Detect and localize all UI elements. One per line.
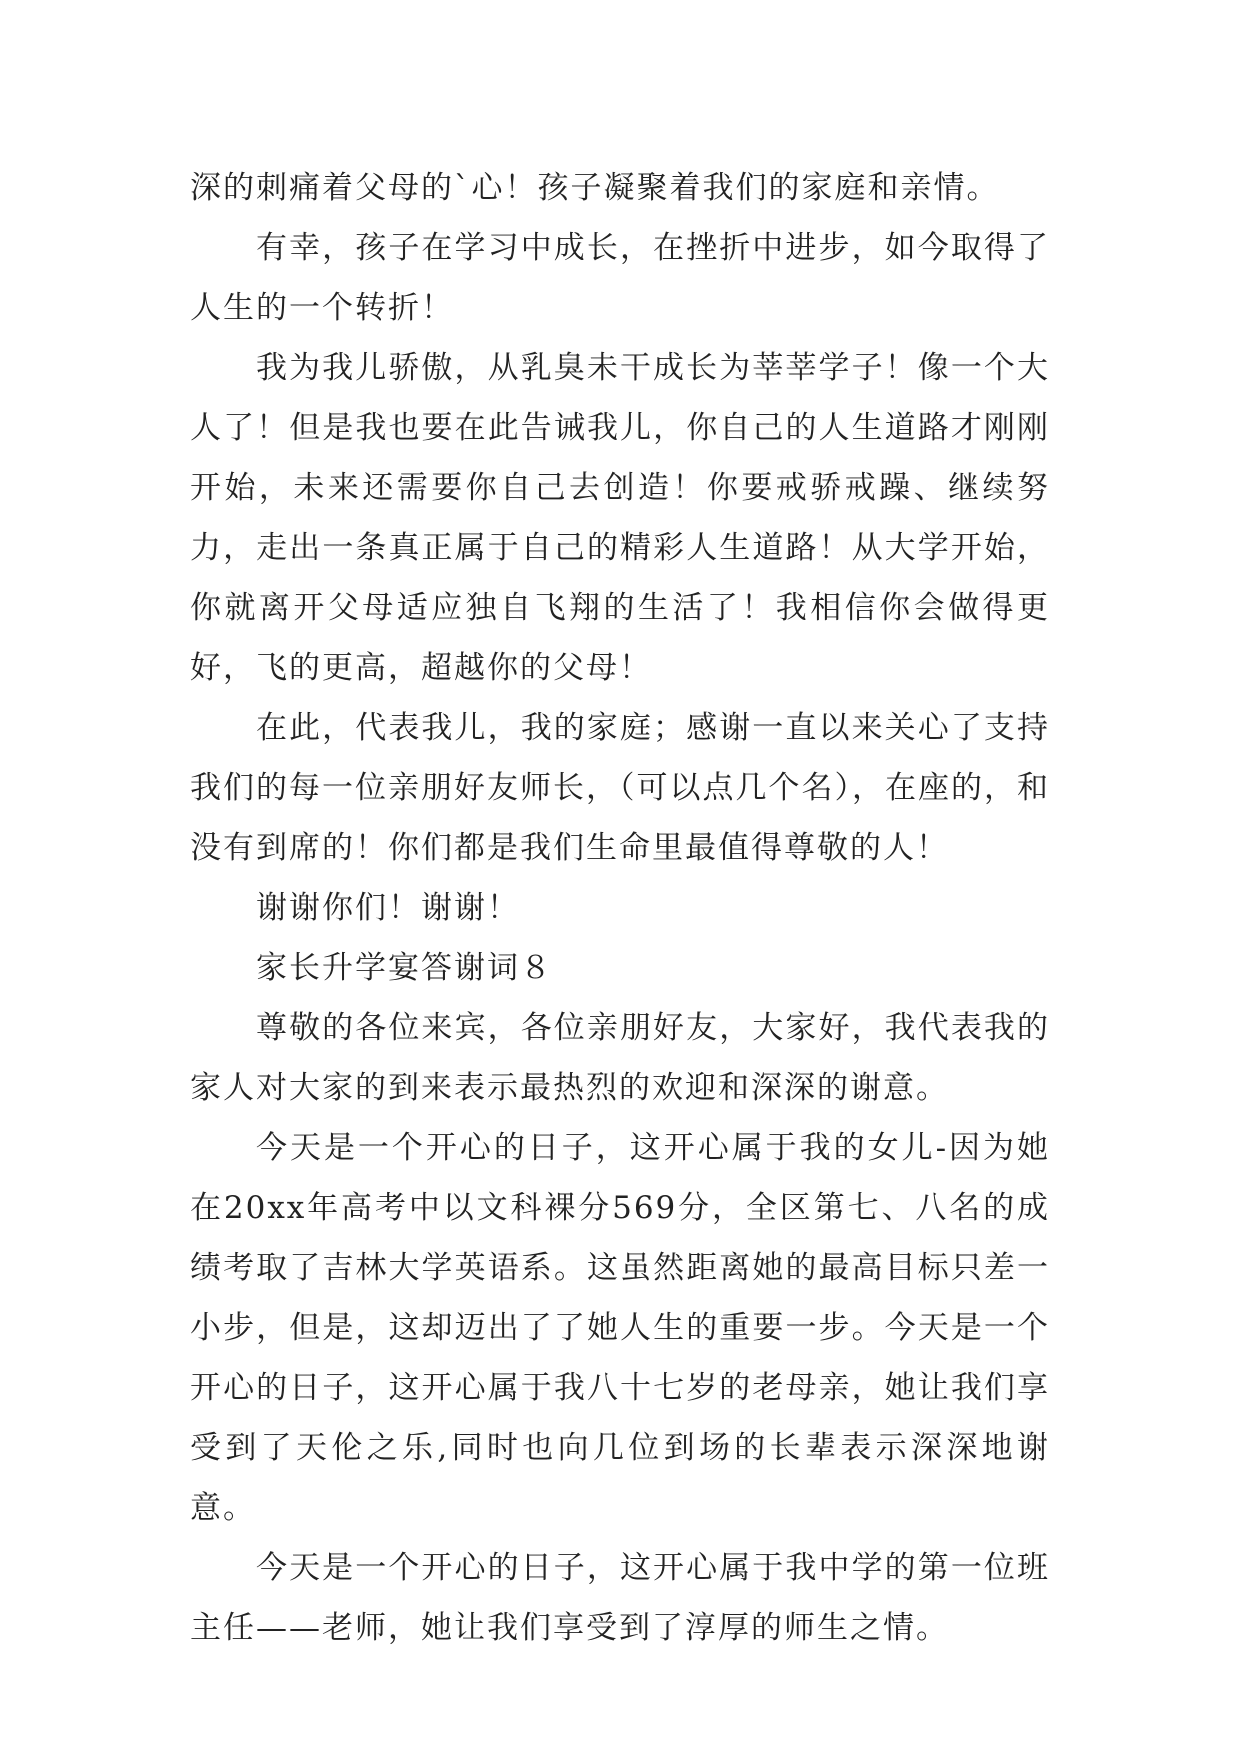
paragraph-thanks: 谢谢你们！谢谢！ (256, 890, 520, 926)
paragraph-continued: 深的刺痛着父母的`心！孩子凝聚着我们的家庭和亲情。 (190, 170, 1000, 206)
paragraph: 在此，代表我儿，我的家庭；感谢一直以来关心了支持我们的每一位亲朋好友师长，（可以点几个名），在座的，和没有到席的！你们都是我们生命里最值得尊敬的人！ (190, 710, 1050, 866)
paragraph: 有幸，孩子在学习中成长，在挫折中进步，如今取得了人生的一个转折！ (190, 230, 1050, 326)
paragraph: 尊敬的各位来宾，各位亲朋好友，大家好，我代表我的家人对大家的到来表示最热烈的欢迎和深深的谢意。 (190, 1010, 1050, 1106)
paragraph: 今天是一个开心的日子，这开心属于我的女儿-因为她在20xx年高考中以文科裸分569分，全区第七、八名的成绩考取了吉林大学英语系。这虽然距离她的最高目标只差一小步，但是，这却迈出了了她人生的重要一步。今天是一个开心的日子，这开心属于我八十七岁的老母亲，她让我们享受到了天伦之乐,同时也向几位到场的长辈表示深深地谢意。 (190, 1130, 1050, 1526)
section-heading: 家长升学宴答谢词８ (256, 950, 553, 986)
paragraph: 我为我儿骄傲，从乳臭未干成长为莘莘学子！像一个大人了！但是我也要在此告诫我儿，你自己的人生道路才刚刚开始，未来还需要你自己去创造！你要戒骄戒躁、继续努力，走出一条真正属于自己的精彩人生道路！从大学开始，你就离开父母适应独自飞翔的生活了！我相信你会做得更好，飞的更高，超越你的父母！ (190, 350, 1050, 686)
paragraph: 今天是一个开心的日子，这开心属于我中学的第一位班主任——老师，她让我们享受到了淳厚的师生之情。 (190, 1550, 1050, 1646)
document-body (190, 158, 1050, 1658)
